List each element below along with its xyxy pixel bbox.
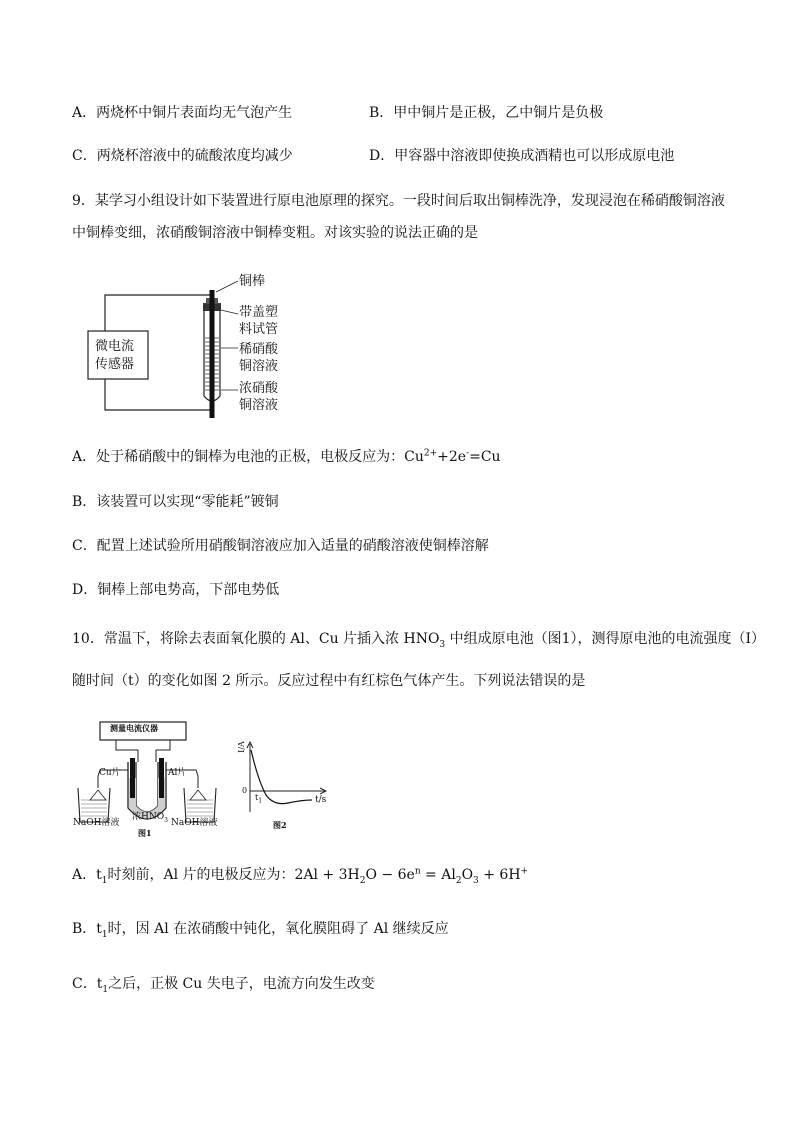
dilute-label-2: 铜溶液 (239, 359, 279, 374)
q8-option-c: C．两烧杯溶液中的硫酸浓度均减少 (72, 148, 293, 164)
fig1-caption: 图1 (138, 828, 152, 838)
sensor-label-2: 传感器 (95, 357, 135, 372)
conc-label-2: 铜溶液 (239, 398, 279, 413)
conc-label-1: 浓硝酸 (239, 381, 279, 396)
cu-plate-label: Cu片 (99, 768, 121, 778)
q9-stem-line2: 中铜棒变细，浓硝酸铜溶液中铜棒变粗。对该实验的说法正确的是 (72, 225, 478, 241)
q10-option-b: B．$t_1$时，因 Al 在浓硝酸中钝化，氧化膜阻碍了 Al 继续反应 (72, 921, 449, 940)
q9-option-b: B．该装置可以实现“零能耗”镀铜 (72, 494, 279, 510)
fig2-origin: 0 (242, 786, 248, 795)
rod-label: 铜棒 (239, 274, 266, 289)
naoh-left-label: NaOH溶液 (73, 818, 120, 828)
q10-option-c: C．$t_1$之后，正极 Cu 失电子，电流方向发生改变 (72, 976, 375, 995)
q9-option-a: A．处于稀硝酸中的铜棒为电池的正极，电极反应为：$Cu^{2+}+2e^-=Cu$ (72, 448, 501, 465)
q10-option-a: A．$t_1$时刻前，Al 片的电极反应为：$2Al + 3H_2O - 6e^n = Al_2O_3 + 6H^+$ (72, 866, 529, 886)
tube-label-1: 带盖塑 (239, 305, 279, 320)
instrument-label: 测量电流仪器 (110, 723, 158, 733)
fig2-xlabel: t/s (315, 795, 327, 805)
q9-option-d: D．铜棒上部电势高，下部电势低 (72, 582, 280, 598)
fig2-ylabel: I/A (236, 741, 246, 753)
al-plate-label: Al片 (168, 768, 187, 778)
q10-fig2-current-graph (240, 740, 330, 818)
q8-option-a: A．两烧杯中铜片表面均无气泡产生 (72, 105, 293, 121)
dilute-label-1: 稀硝酸 (239, 342, 279, 357)
copper-rod (210, 290, 215, 418)
tube-label-2: 料试管 (239, 322, 279, 337)
q8-option-d: D．甲容器中溶液即使换成酒精也可以形成原电池 (369, 148, 675, 164)
q10-stem-line1: 10．常温下，将除去表面氧化膜的 Al、Cu 片插入浓 $HNO_3$ 中组成原电池（图1），测得原电池的电流强度（I） (72, 631, 766, 650)
fig2-caption: 图2 (273, 820, 287, 830)
q9-stem-line1: 9．某学习小组设计如下装置进行原电池原理的探究。一段时间后取出铜棒洗净，发现浸泡在稀硝酸铜溶液 (72, 193, 725, 209)
q9-option-c: C．配置上述试验所用硝酸铜溶液应加入适量的硝酸溶液使铜棒溶解 (72, 538, 489, 554)
naoh-right-label: NaOH溶液 (171, 818, 218, 828)
q8-option-b: B．甲中铜片是正极，乙中铜片是负极 (369, 105, 604, 121)
fig2-t1: $t_1$ (255, 793, 263, 805)
q10-stem-line2: 随时间（t）的变化如图 2 所示。反应过程中有红棕色气体产生。下列说法错误的是 (72, 673, 586, 689)
acid-label: 浓$HNO_3$ (132, 812, 168, 824)
sensor-label-1: 微电流 (95, 339, 135, 354)
